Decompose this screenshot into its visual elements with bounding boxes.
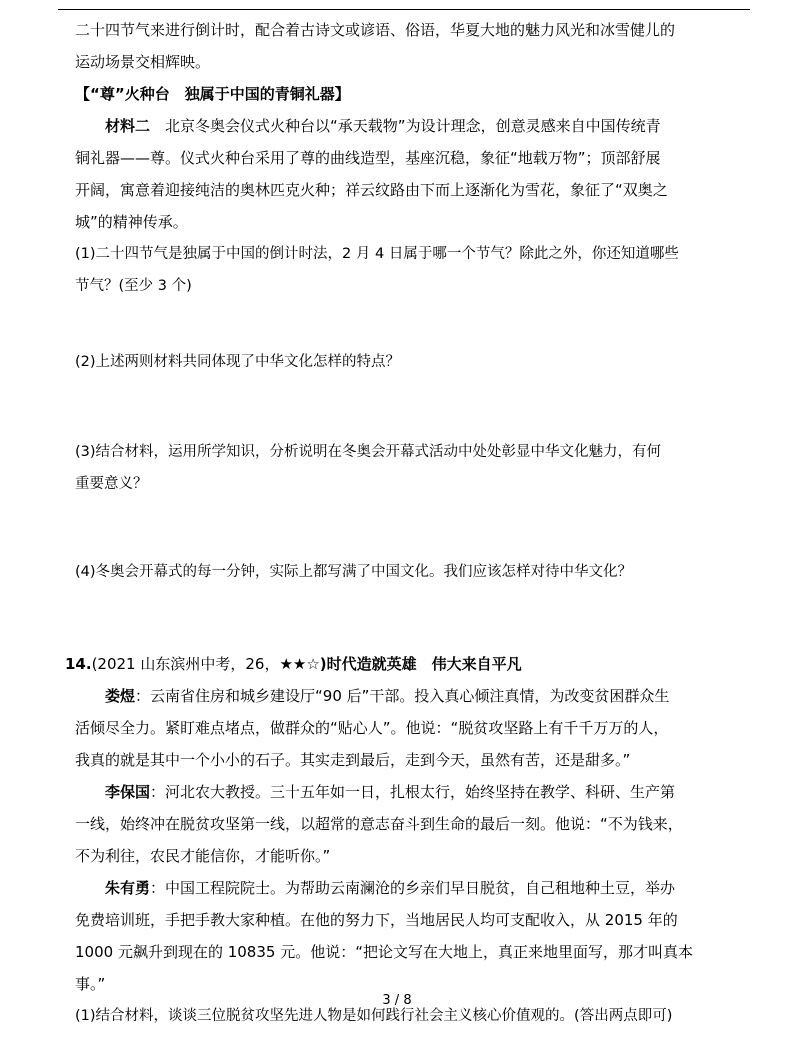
person-1-line-3: 我真的就是其中一个小小的石子。其实走到最后，走到今天，虽然有苦，还是甜多。” (75, 751, 631, 769)
person-1-line-2: 活倾尽全力。紧盯难点堵点，做群众的“贴心人”。他说：“脱贫攻坚路上有千千万万的人， (75, 719, 669, 737)
question-1-line-1: (1)二十四节气是独属于中国的倒计时法，2 月 4 日属于哪一个节气？除此之外，你还知道哪些 (75, 246, 679, 262)
section-title: 【“尊”火种台 独属于中国的青铜礼器】 (75, 85, 350, 103)
intro-line-2: 运动场景交相辉映。 (75, 53, 211, 71)
answer-space-4 (75, 588, 735, 648)
person-2-line-1 (75, 776, 735, 808)
person-1-line-1 (75, 680, 735, 712)
person-1-name: 娄煜 (105, 687, 136, 705)
answer-space-2 (75, 378, 735, 436)
q14-source: (2021 山东滨州中考，26， (91, 655, 280, 673)
material2-line-2: 铜礼器——尊。仪式火种台采用了尊的曲线造型，基座沉稳，象征“地载万物”；顶部舒展 (75, 149, 661, 167)
question-3-line-2: 重要意义？ (75, 476, 148, 492)
material2-text-1: 北京冬奥会仪式火种台以“承天载物”为设计理念，创意灵感来自中国传统青 (165, 117, 661, 135)
person-2-name: 李保国 (105, 783, 151, 801)
document-page (65, 14, 735, 1032)
intro-line-1: 二十四节气来进行倒计时，配合着古诗文或谚语、俗语，华夏大地的魅力风光和冰雪健儿的 (75, 21, 676, 39)
q14-title: 时代造就英雄 伟大来自平凡 (326, 655, 522, 673)
person-3-line-4: 事。” (75, 975, 106, 993)
person-3-line-2: 免费培训班，手把手教大家种植。在他的努力下，当地居民人均可支配收入，从 2015 年的 (75, 911, 678, 929)
material2-line-1 (75, 110, 735, 142)
material2-line-4: 城”的精神传承。 (75, 213, 188, 231)
answer-space-3 (75, 500, 735, 556)
person-3-name: 朱有勇 (105, 879, 151, 897)
question-1-line-2: 节气？(至少 3 个) (75, 278, 192, 294)
person-2-text-1: ：河北农大教授。三十五年如一日，扎根太行，始终坚持在教学、科研、生产第 (150, 783, 676, 801)
person-2-line-2: 一线，始终冲在脱贫攻坚第一线，以超常的意志奋斗到生命的最后一刻。他说：“不为钱来， (75, 815, 683, 833)
answer-space-1 (75, 302, 735, 346)
person-3-line-1 (75, 872, 735, 904)
person-2-line-3: 不为利往，农民才能信你，才能听你。” (75, 847, 331, 865)
question-2: (2)上述两则材料共同体现了中华文化怎样的特点？ (75, 354, 401, 370)
q14-number: 14. (65, 655, 92, 673)
question-4: (4)冬奥会开幕式的每一分钟，实际上都写满了中国文化。我们应该怎样对待中华文化？ (75, 564, 633, 580)
person-3-line-3: 1000 元飙升到现在的 10835 元。他说：“把论文写在大地上，真正来地里面写，那才叫真本 (75, 943, 693, 961)
q14-header (65, 648, 735, 680)
material2-line-3: 开阔，寓意着迎接纯洁的奥林匹克火种；祥云纹路由下而上逐渐化为雪花，象征了“双奥之 (75, 181, 668, 199)
q14-difficulty-stars: ★★☆) (279, 655, 327, 673)
q14-question-1: (1)结合材料，谈谈三位脱贫攻坚先进人物是如何践行社会主义核心价值观的。(答出两点即可) (75, 1008, 673, 1024)
person-3-text-1: ：中国工程院院士。为帮助云南澜沧的乡亲们早日脱贫，自己租地种土豆，举办 (150, 879, 676, 897)
question-3-line-1: (3)结合材料，运用所学知识，分析说明在冬奥会开幕式活动中处处彰显中华文化魅力，有何 (75, 444, 662, 460)
page-number: 3 / 8 (382, 993, 412, 1008)
person-1-text-1: ：云南省住房和城乡建设厅“90 后”干部。投入真心倾注真情，为改变贫困群众生 (135, 687, 670, 705)
header-rule (58, 9, 750, 10)
material2-label: 材料二 (105, 117, 151, 135)
